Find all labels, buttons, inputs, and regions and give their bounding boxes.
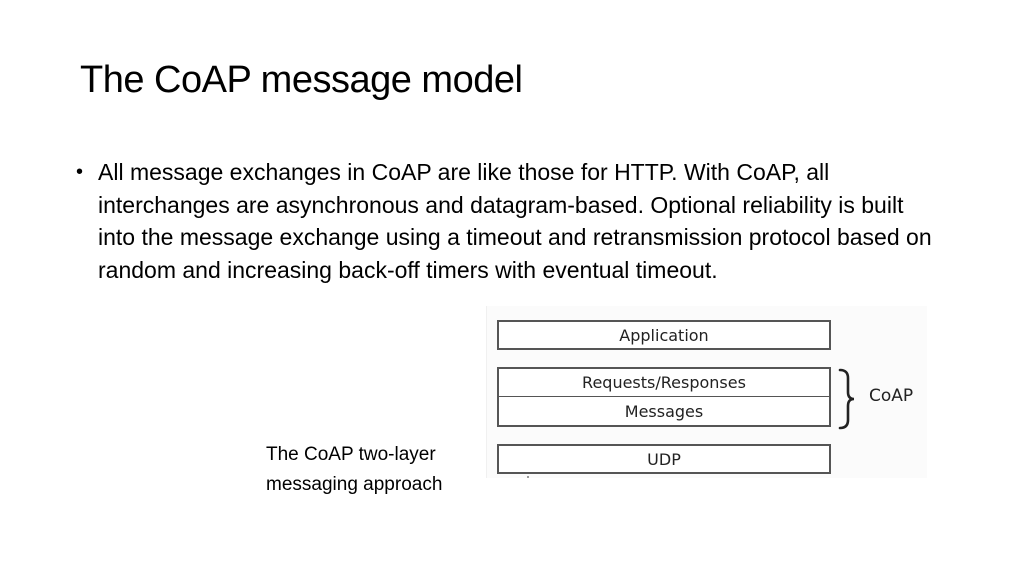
layer-application: Application <box>497 320 831 350</box>
slide-title: The CoAP message model <box>80 59 523 101</box>
layer-udp: UDP <box>497 444 831 474</box>
bullet-item <box>76 156 946 286</box>
bullet-marker: • <box>76 161 84 183</box>
right-brace-icon <box>837 368 857 430</box>
caption-line: The CoAP two-layer <box>266 444 436 465</box>
stray-dot <box>527 476 529 478</box>
caption-line: messaging approach <box>266 474 443 495</box>
bullet-text: All message exchanges in CoAP are like those for HTTP. With CoAP, all interchanges are asynchronous and datagram-based. Optional reliability is built into the message exchange using a timeout and retransmission protocol based on random and increasing back-off timers with eventual timeout. <box>98 159 932 283</box>
layer-requests-responses: Requests/Responses <box>497 367 831 397</box>
figure-caption <box>266 440 496 500</box>
coap-layer-diagram <box>486 306 927 478</box>
layer-messages: Messages <box>497 396 831 427</box>
coap-group-label: CoAP <box>869 386 914 406</box>
